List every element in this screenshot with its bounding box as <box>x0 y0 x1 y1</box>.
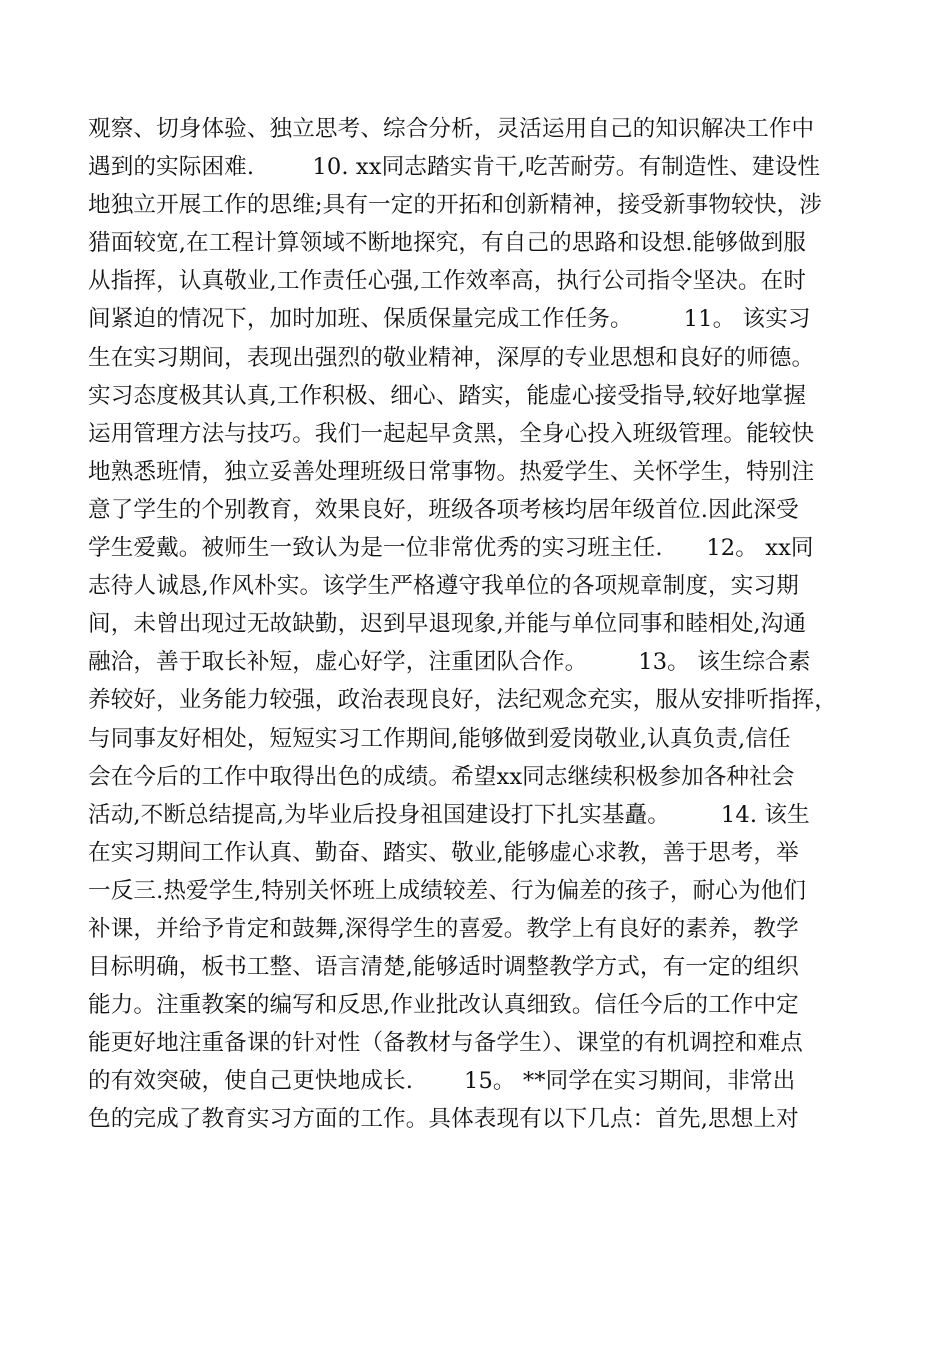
text-line: 间紧迫的情况下，加时加班、保质保量完成工作任务。 11。 该实习 <box>88 306 811 333</box>
text-line: 活动,不断总结提高,为毕业后投身祖国建设打下扎实基矗。 14. 该生 <box>88 801 810 828</box>
text-line: 运用管理方法与技巧。我们一起起早贪黑，全身心投入班级管理。能较快 <box>88 420 815 447</box>
text-line: 地熟悉班情，独立妥善处理班级日常事物。热爱学生、关怀学生，特别注 <box>88 458 815 485</box>
text-line: 补课，并给予肯定和鼓舞,深得学生的喜爱。教学上有良好的素养，教学 <box>88 915 799 942</box>
text-line: 融洽，善于取长补短，虚心好学，注重团队合作。 13。 该生综合素 <box>88 649 811 676</box>
text-line: 在实习期间工作认真、勤奋、踏实、敬业,能够虚心求教，善于思考，举 <box>88 839 799 866</box>
text-line: 意了学生的个别教育，效果良好，班级各项考核均居年级首位.因此深受 <box>88 496 799 523</box>
text-line: 目标明确，板书工整、语言清楚,能够适时调整教学方式，有一定的组织 <box>88 954 799 981</box>
text-line: 观察、切身体验、独立思考、综合分析，灵活运用自己的知识解决工作中 <box>88 116 815 142</box>
text-line: 养较好，业务能力较强，政治表现良好，法纪观念充实，服从安排听指挥， <box>88 687 837 714</box>
text-line: 学生爱戴。被师生一致认为是一位非常优秀的实习班主任. 12。 xx同 <box>88 535 814 562</box>
text-line: 猎面较宽,在工程计算领域不断地探究，有自己的思路和设想.能够做到服 <box>88 230 807 257</box>
text-line: 间，未曾出现过无故缺勤，迟到早退现象,并能与单位同事和睦相处,沟通 <box>88 611 807 638</box>
text-line: 能力。注重教案的编写和反思,作业批改认真细致。信任今后的工作中定 <box>88 992 799 1019</box>
body-text <box>88 110 878 1139</box>
text-line: 能更好地注重备课的针对性（备教材与备学生）、课堂的有机调控和难点 <box>88 1030 803 1057</box>
text-line: 实习态度极其认真,工作积极、细心、踏实，能虚心接受指导,较好地掌握 <box>88 382 807 409</box>
text-line: 色的完成了教育实习方面的工作。具体表现有以下几点：首先,思想上对 <box>88 1106 799 1133</box>
text-line: 志待人诚恳,作风朴实。该学生严格遵守我单位的各项规章制度，实习期 <box>88 573 799 600</box>
text-line: 地独立开展工作的思维;具有一定的开拓和创新精神，接受新事物较快，涉 <box>88 192 822 219</box>
text-line: 从指挥，认真敬业,工作责任心强,工作效率高，执行公司指令坚决。在时 <box>88 268 807 295</box>
text-line: 会在今后的工作中取得出色的成绩。希望xx同志继续积极参加各种社会 <box>88 763 795 790</box>
text-line: 的有效突破，使自己更快地成长. 15。 **同学在实习期间，非常出 <box>88 1068 796 1095</box>
text-line: 一反三.热爱学生,特别关怀班上成绩较差、行为偏差的孩子，耐心为他们 <box>88 877 807 904</box>
text-line: 与同事友好相处，短短实习工作期间,能够做到爱岗敬业,认真负责,信任 <box>88 725 791 752</box>
text-line: 生在实习期间，表现出强烈的敬业精神，深厚的专业思想和良好的师德。 <box>88 344 815 371</box>
text-line: 遇到的实际困难. 10. xx同志踏实肯干,吃苦耐劳。有制造性、建设性 <box>88 154 821 181</box>
